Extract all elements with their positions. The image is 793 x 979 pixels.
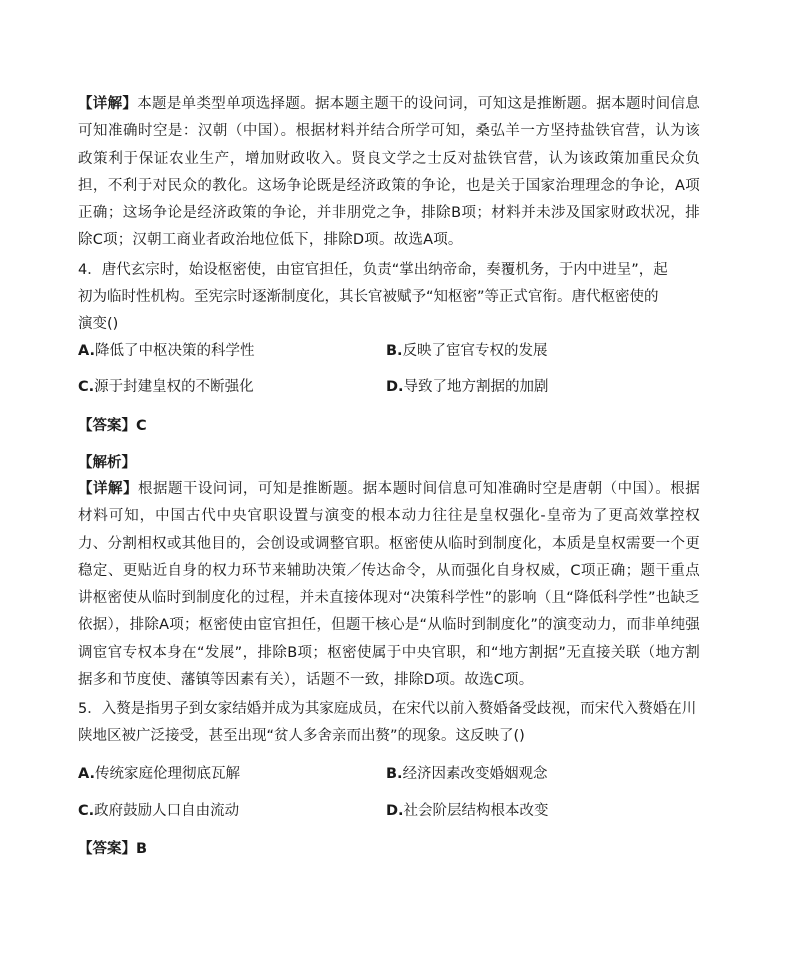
option-letter: B. xyxy=(386,766,403,782)
q5-stem-line-2: 陕地区被广泛接受，甚至出现“贫人多舍亲而出赘”的现象。这反映了() xyxy=(78,728,525,744)
q5-stem-line-1: 5．入赘是指男子到女家结婚并成为其家庭成员，在宋代以前入赘婚备受歧视，而宋代入赘婚在川 xyxy=(78,701,697,717)
option-text: 政府鼓励人口自由流动 xyxy=(94,803,240,819)
option-letter: C. xyxy=(78,803,95,819)
q5-option-b xyxy=(386,764,548,784)
detail-label: 【详解】 xyxy=(78,96,138,112)
q5-option-d xyxy=(386,801,549,821)
option-letter: C. xyxy=(78,379,95,395)
q5-answer xyxy=(78,839,147,859)
q4-stem-line-3: 演变() xyxy=(78,316,119,332)
q3-detail-paragraph xyxy=(78,91,700,255)
q4-option-b xyxy=(386,341,548,361)
option-text: 源于封建皇权的不断强化 xyxy=(94,379,254,395)
option-letter: B. xyxy=(386,343,403,359)
q4-stem-line-1: 4．唐代玄宗时，始设枢密使，由宦官担任，负责“掌出纳帝命，奏覆机务，于内中进呈”，起 xyxy=(78,262,668,278)
q4-option-c xyxy=(78,377,254,397)
q4-stem-line-2: 初为临时性机构。至宪宗时逐渐制度化，其长官被赋予“知枢密”等正式官衔。唐代枢密使的 xyxy=(78,289,659,305)
q4-detail-paragraph xyxy=(78,476,700,694)
q5-option-a xyxy=(78,764,240,784)
option-text: 传统家庭伦理彻底瓦解 xyxy=(95,766,240,782)
q4-answer xyxy=(78,416,147,436)
q4-detail-text: 根据题干设问词，可知是推断题。据本题时间信息可知准确时空是唐朝（中国）。根据材料可知，中国古代中央官职设置与演变的根本动力往往是皇权强化-皇帝为了更高效掌控权力、分割相权或其他目的，会创设或调整官职。枢密使从临时到制度化，本质是皇权需要一个更稳定、更贴近自身的权力环节来辅助决策／传达命令，从而强化自身权威，C项正确；题干重点讲枢密使从临时到制度化的过程，并未直接体现对“决策科学性”的影响（且“降低科学性”也缺乏依据），排除A项；枢密使由宦官担任，但题干核心是“从临时到制度化”的演变动力，而非单纯强调宦官专权本身在“发展”，排除B项；枢密使属于中央官职，和“地方割据”无直接关联（地方割据多和节度使、藩镇等因素有关），话题不一致，排除D项。故选C项。 xyxy=(78,481,700,689)
option-letter: A. xyxy=(78,343,95,359)
detail-label: 【详解】 xyxy=(78,481,138,497)
option-text: 降低了中枢决策的科学性 xyxy=(95,343,255,359)
q5-option-c xyxy=(78,801,239,821)
answer-label: 【答案】 xyxy=(78,418,136,434)
option-text: 导致了地方割据的加剧 xyxy=(403,379,549,395)
option-text: 反映了宦官专权的发展 xyxy=(402,343,548,359)
q3-detail-text: 本题是单类型单项选择题。据本题主题干的设问词，可知这是推断题。据本题时间信息可知准确时空是：汉朝（中国）。根据材料并结合所学可知，桑弘羊一方坚持盐铁官营，认为该政策利于保证农业生产，增加财政收入。贤良文学之士反对盐铁官营，认为该政策加重民众负担，不利于对民众的教化。这场争论既是经济政策的争论，也是关于国家治理理念的争论，A项正确；这场争论是经济政策的争论，并非朋党之争，排除B项；材料并未涉及国家财政状况，排除C项；汉朝工商业者政治地位低下，排除D项。故选A项。 xyxy=(78,96,700,249)
q4-analysis-label: 【解析】 xyxy=(78,455,136,471)
option-text: 社会阶层结构根本改变 xyxy=(403,803,549,819)
option-letter: D. xyxy=(386,803,404,819)
option-text: 经济因素改变婚姻观念 xyxy=(402,766,548,782)
q4-option-a xyxy=(78,341,255,361)
q4-option-d xyxy=(386,377,549,397)
answer-value: B xyxy=(136,841,148,857)
answer-value: C xyxy=(136,418,147,434)
answer-label: 【答案】 xyxy=(78,841,136,857)
option-letter: A. xyxy=(78,766,95,782)
option-letter: D. xyxy=(386,379,404,395)
